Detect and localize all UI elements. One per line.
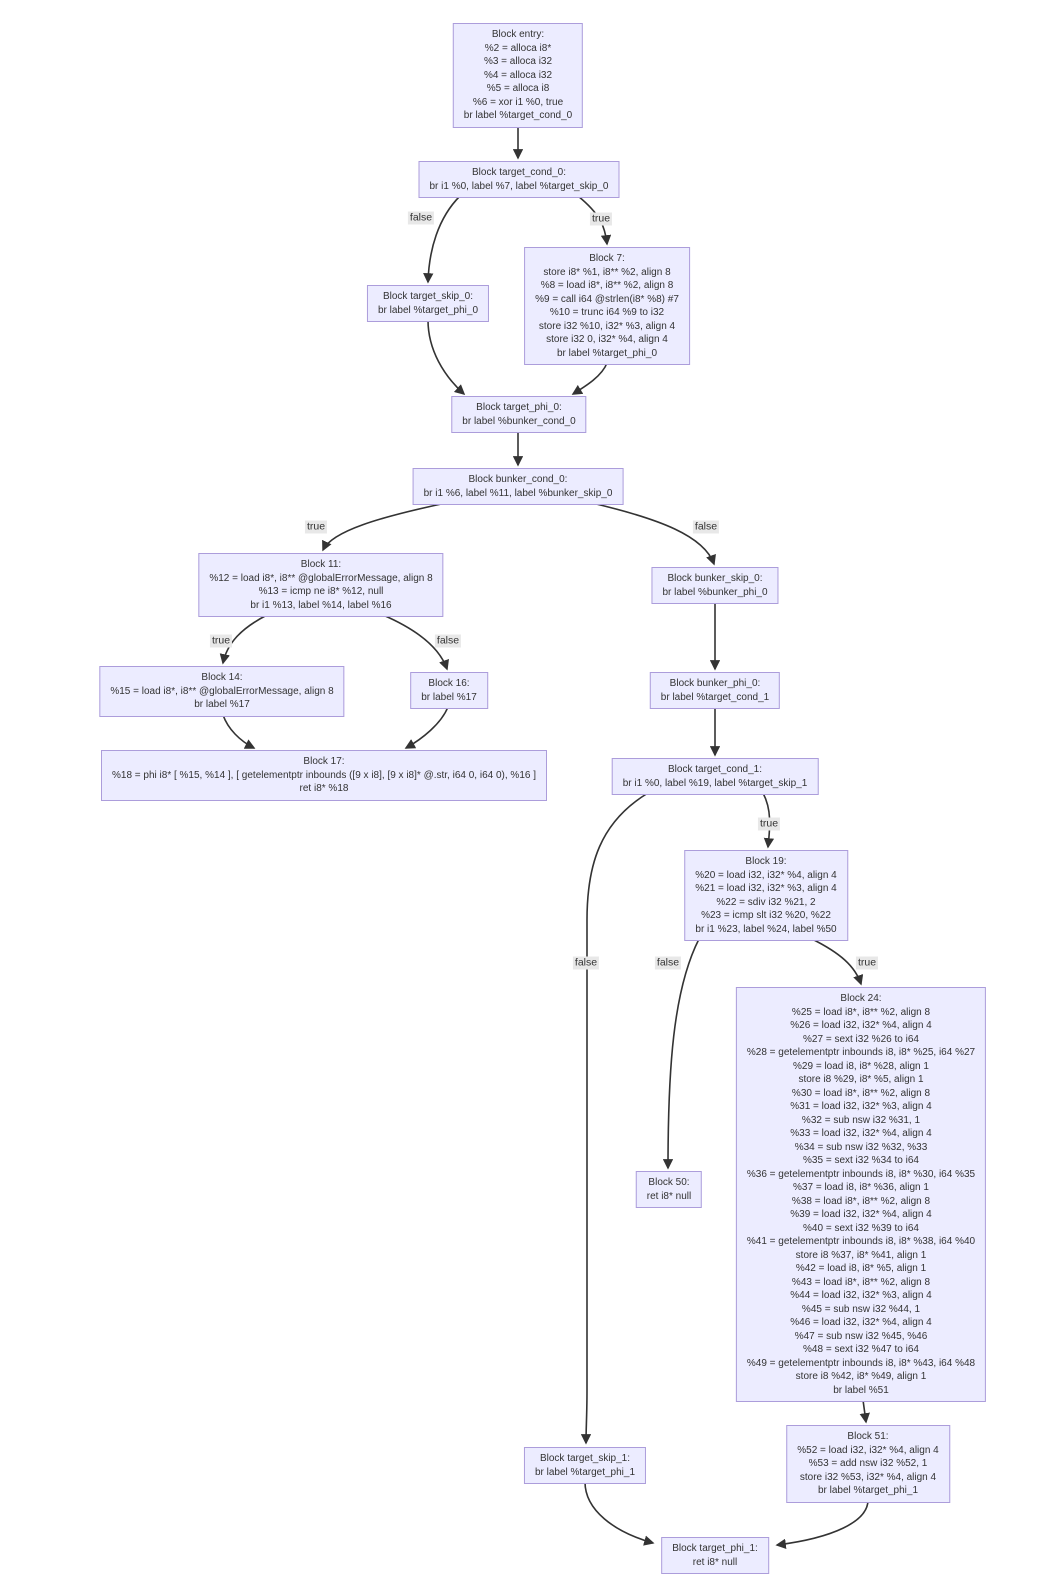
block-node-block17 bbox=[101, 750, 547, 801]
instruction-line: br label %target_phi_0 bbox=[377, 304, 479, 316]
instruction-line: %52 = load i32, i32* %4, align 4 bbox=[797, 1444, 939, 1456]
instruction-line: %30 = load i8*, i8** %2, align 8 bbox=[791, 1087, 931, 1099]
block-node-block11 bbox=[198, 553, 443, 617]
block-title: Block 24: bbox=[840, 993, 882, 1004]
block-node-block19 bbox=[684, 850, 848, 941]
instruction-line: br i1 %0, label %19, label %target_skip_1 bbox=[622, 777, 808, 789]
instruction-line: %13 = icmp ne i8* %12, null bbox=[258, 586, 384, 597]
instruction-line: store i8 %29, i8* %5, align 1 bbox=[798, 1074, 924, 1085]
instruction-line: %39 = load i32, i32* %4, align 4 bbox=[790, 1209, 932, 1220]
edge-block14-to-block17 bbox=[223, 715, 254, 748]
instruction-line: ret i8* null bbox=[646, 1190, 692, 1202]
edge-block24-to-block51 bbox=[863, 1400, 866, 1422]
instruction-line: br label %target_cond_1 bbox=[660, 691, 770, 703]
instruction-line: store i8 %42, i8* %49, align 1 bbox=[795, 1371, 927, 1382]
instruction-line: %33 = load i32, i32* %4, align 4 bbox=[790, 1128, 932, 1139]
instruction-line: br label %target_phi_0 bbox=[556, 347, 658, 359]
instruction-line: %34 = sub nsw i32 %32, %33 bbox=[794, 1141, 928, 1153]
block-title: Block 19: bbox=[745, 856, 787, 867]
block-title: Block target_skip_1: bbox=[539, 1453, 631, 1464]
block-title: Block 51: bbox=[847, 1431, 889, 1442]
block-node-block14 bbox=[99, 666, 344, 717]
instruction-line: %22 = sdiv i32 %21, 2 bbox=[716, 896, 816, 908]
edge-target_cond_1-to-target_skip_1 bbox=[586, 793, 648, 1443]
instruction-line: %21 = load i32, i32* %3, align 4 bbox=[695, 883, 837, 894]
instruction-line: %44 = load i32, i32* %3, align 4 bbox=[790, 1290, 932, 1301]
instruction-line: store i8 %37, i8* %41, align 1 bbox=[795, 1249, 927, 1261]
instruction-line: %5 = alloca i8 bbox=[486, 83, 550, 94]
block-node-entry bbox=[453, 23, 583, 128]
instruction-line: store i32 %53, i32* %4, align 4 bbox=[799, 1471, 937, 1483]
instruction-line: store i8* %1, i8** %2, align 8 bbox=[543, 266, 671, 278]
edge-target_cond_0-to-target_skip_0 bbox=[428, 196, 460, 282]
edge-bunker_cond_0-to-bunker_skip_0 bbox=[592, 503, 714, 564]
instruction-line: br i1 %0, label %7, label %target_skip_0 bbox=[429, 180, 609, 192]
instruction-line: br i1 %6, label %11, label %bunker_skip_0 bbox=[423, 487, 613, 499]
block-title: Block 14: bbox=[201, 672, 243, 683]
instruction-line: %27 = sext i32 %26 to i64 bbox=[803, 1033, 919, 1045]
block-title: Block target_cond_1: bbox=[668, 764, 762, 775]
instruction-line: store i32 %10, i32* %3, align 4 bbox=[538, 320, 676, 332]
instruction-line: %8 = load i8*, i8** %2, align 8 bbox=[540, 280, 674, 291]
instruction-line: %18 = phi i8* [ %15, %14 ], [ getelementptr inbounds ([9 x i8], [9 x i8]* @.str, i64 0, i64 0), %16 ] bbox=[112, 769, 536, 781]
instruction-line: %9 = call i64 @strlen(i8* %8) #7 bbox=[535, 293, 679, 305]
instruction-line: %47 = sub nsw i32 %45, %46 bbox=[794, 1330, 928, 1342]
instruction-line: %53 = add nsw i32 %52, 1 bbox=[808, 1458, 928, 1469]
block-title: Block target_skip_0: bbox=[382, 291, 474, 302]
instruction-line: %46 = load i32, i32* %4, align 4 bbox=[790, 1317, 932, 1328]
instruction-line: br i1 %23, label %24, label %50 bbox=[695, 923, 837, 935]
instruction-line: %49 = getelementptr inbounds i8, i8* %43, i64 %48 bbox=[746, 1357, 976, 1369]
edge-label-bunker_cond_0-to-block11: true bbox=[306, 520, 326, 533]
instruction-line: %48 = sext i32 %47 to i64 bbox=[803, 1344, 919, 1355]
block-node-block7 bbox=[524, 247, 690, 365]
instruction-line: %12 = load i8*, i8** @globalErrorMessage, align 8 bbox=[209, 572, 433, 584]
edge-label-bunker_cond_0-to-bunker_skip_0: false bbox=[694, 520, 718, 533]
instruction-line: %25 = load i8*, i8** %2, align 8 bbox=[791, 1006, 931, 1018]
block-node-block51 bbox=[786, 1425, 950, 1503]
edge-label-block11-to-block14: true bbox=[211, 634, 231, 647]
block-title: Block 11: bbox=[300, 559, 342, 570]
edge-target_skip_1-to-target_phi_1 bbox=[585, 1482, 653, 1543]
instruction-line: ret i8* %18 bbox=[299, 783, 349, 794]
block-title: Block bunker_cond_0: bbox=[468, 474, 568, 485]
instruction-line: br label %target_cond_0 bbox=[463, 110, 573, 121]
instruction-line: br label %17 bbox=[194, 699, 250, 710]
instruction-line: %6 = xor i1 %0, true bbox=[472, 96, 564, 108]
block-title: Block bunker_phi_0: bbox=[669, 678, 761, 689]
instruction-line: %2 = alloca i8* bbox=[484, 42, 552, 54]
block-node-target_cond_0 bbox=[419, 161, 620, 198]
instruction-line: %4 = alloca i32 bbox=[483, 69, 553, 81]
instruction-line: ret i8* null bbox=[692, 1556, 738, 1568]
block-node-bunker_cond_0 bbox=[413, 468, 624, 505]
instruction-line: %23 = icmp slt i32 %20, %22 bbox=[701, 910, 831, 921]
edge-block19-to-block24 bbox=[812, 939, 861, 984]
instruction-line: %31 = load i32, i32* %3, align 4 bbox=[790, 1101, 932, 1112]
block-title: Block bunker_skip_0: bbox=[667, 573, 763, 584]
edge-block16-to-block17 bbox=[406, 707, 448, 748]
instruction-line: %40 = sext i32 %39 to i64 bbox=[803, 1222, 919, 1234]
block-title: Block 50: bbox=[648, 1177, 690, 1188]
block-title: Block 17: bbox=[303, 756, 345, 767]
edge-label-target_cond_1-to-block19: true bbox=[759, 817, 779, 830]
edge-label-block19-to-block50: false bbox=[656, 956, 680, 969]
edge-block51-to-target_phi_1 bbox=[777, 1500, 868, 1545]
edge-target_skip_0-to-target_phi_0 bbox=[428, 320, 464, 394]
edge-label-block11-to-block16: false bbox=[436, 634, 460, 647]
block-node-target_phi_0 bbox=[451, 396, 586, 433]
edge-bunker_cond_0-to-block11 bbox=[323, 503, 446, 550]
instruction-line: %26 = load i32, i32* %4, align 4 bbox=[790, 1020, 932, 1031]
instruction-line: %43 = load i8*, i8** %2, align 8 bbox=[791, 1276, 931, 1288]
block-title: Block entry: bbox=[491, 29, 545, 40]
instruction-line: %42 = load i8, i8* %5, align 1 bbox=[795, 1263, 927, 1274]
block-node-bunker_skip_0 bbox=[651, 567, 778, 604]
instruction-line: br label %51 bbox=[833, 1384, 889, 1396]
instruction-line: %10 = trunc i64 %9 to i32 bbox=[549, 307, 665, 318]
edge-label-target_cond_0-to-block7: true bbox=[591, 212, 611, 225]
block-node-target_cond_1 bbox=[612, 758, 819, 795]
instruction-line: %3 = alloca i32 bbox=[483, 56, 553, 67]
block-node-block16 bbox=[410, 672, 488, 709]
instruction-line: store i32 0, i32* %4, align 4 bbox=[546, 334, 668, 345]
block-title: Block target_cond_0: bbox=[472, 167, 566, 178]
block-title: Block target_phi_1: bbox=[672, 1543, 758, 1554]
instruction-line: %15 = load i8*, i8** @globalErrorMessage, align 8 bbox=[110, 685, 334, 697]
edge-block7-to-target_phi_0 bbox=[573, 363, 607, 394]
instruction-line: %38 = load i8*, i8** %2, align 8 bbox=[791, 1195, 931, 1207]
edge-label-target_cond_0-to-target_skip_0: false bbox=[409, 211, 433, 224]
block-title: Block target_phi_0: bbox=[476, 402, 562, 413]
instruction-line: br i1 %13, label %14, label %16 bbox=[250, 599, 392, 611]
block-node-bunker_phi_0 bbox=[650, 672, 780, 709]
instruction-line: %35 = sext i32 %34 to i64 bbox=[803, 1155, 919, 1166]
instruction-line: br label %target_phi_1 bbox=[817, 1485, 919, 1496]
instruction-line: %45 = sub nsw i32 %44, 1 bbox=[801, 1303, 921, 1315]
instruction-line: %37 = load i8, i8* %36, align 1 bbox=[793, 1182, 929, 1193]
block-node-block24 bbox=[736, 987, 986, 1402]
edge-label-block19-to-block24: true bbox=[857, 956, 877, 969]
instruction-line: %20 = load i32, i32* %4, align 4 bbox=[695, 869, 837, 881]
block-title: Block 16: bbox=[428, 678, 470, 689]
instruction-line: %28 = getelementptr inbounds i8, i8* %25, i64 %27 bbox=[746, 1047, 976, 1058]
instruction-line: %29 = load i8, i8* %28, align 1 bbox=[793, 1060, 929, 1072]
instruction-line: br label %bunker_cond_0 bbox=[462, 415, 576, 427]
instruction-line: br label %target_phi_1 bbox=[534, 1466, 636, 1478]
block-node-target_skip_0 bbox=[367, 285, 489, 322]
instruction-line: %36 = getelementptr inbounds i8, i8* %30, i64 %35 bbox=[746, 1168, 976, 1180]
instruction-line: %41 = getelementptr inbounds i8, i8* %38, i64 %40 bbox=[746, 1236, 976, 1247]
instruction-line: br label %bunker_phi_0 bbox=[662, 586, 768, 598]
block-node-block50 bbox=[636, 1171, 702, 1208]
edge-label-target_cond_1-to-target_skip_1: false bbox=[574, 956, 598, 969]
instruction-line: %32 = sub nsw i32 %31, 1 bbox=[801, 1114, 921, 1126]
block-node-target_skip_1 bbox=[524, 1447, 646, 1484]
instruction-line: br label %17 bbox=[421, 691, 477, 703]
block-title: Block 7: bbox=[589, 253, 625, 264]
edge-block19-to-block50 bbox=[668, 939, 699, 1168]
block-node-target_phi_1 bbox=[661, 1537, 769, 1574]
